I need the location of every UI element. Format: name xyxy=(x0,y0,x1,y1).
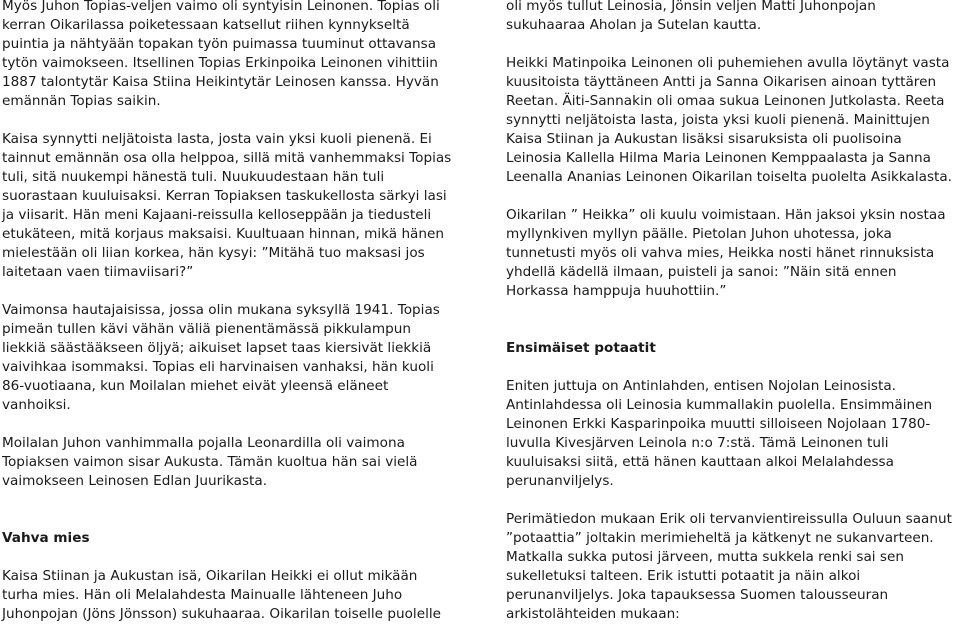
right-paragraph-1: oli myös tullut Leinosia, Jönsin veljen Matti Juhonpojan sukuhaaraa Aholan ja Sutelan kautta. xyxy=(506,0,876,33)
left-column xyxy=(2,0,454,643)
section-spacer xyxy=(506,320,958,339)
left-paragraph-1: Myös Juhon Topias-veljen vaimo oli syntyisin Leinonen. Topias oli kerran Oikarilassa poiketessaan katsellut riihen kynnykseltä puintia ja nähtyään topakan työn puimassa tuuminut ottavansa tytön vaimokseen. Itsellinen Topias Erkinpoika Leinonen vihittiin 1887 talontytär Kaisa Stiina Heikintytär Leinosen kanssa. Hyvän emännän Topias saikin. xyxy=(2,0,440,109)
section-heading-ensimaiset-potaatit: Ensimäiset potaatit xyxy=(506,340,656,356)
right-paragraph-4: Eniten juttuja on Antinlahden, entisen Nojolan Leinosista. Antinlahdessa oli Leinosia kummallakin puolella. Ensimmäinen Leinonen Erkki Kasparinpoika muutti silloiseen Nojolaan 1780-luvulla Kivesjärven Leinola n:o 7:stä. Tämä Leinonen tuli kuuluisaksi siitä, että hänen kauttaan alkoi Melalahdessa perunanviljelys. xyxy=(506,378,933,489)
right-column xyxy=(506,0,958,643)
left-paragraph-2: Kaisa synnytti neljätoista lasta, josta vain yksi kuoli pienenä. Ei tainnut emännän osa olla helppoa, sillä mitä vanhemmaksi Topias tuli, sitä nuukempi hänestä tuli. Nuukuudestaan hän tuli suorastaan kuuluisaksi. Kerran Topiaksen taskukellosta särkyi lasi ja viisarit. Hän meni Kajaani-reissulla kelloseppään ja tiedusteli etukäteen, mitä korjaus maksaisi. Kuultuaan hinnan, mikä hänen mielestään oli liian korkea, hän kysyi: ”Mitähä tuo maksasi jos laitetaan vaen tiimaviisari?” xyxy=(2,131,452,280)
section-heading-vahva-mies: Vahva mies xyxy=(2,530,90,546)
left-paragraph-5: Kaisa Stiinan ja Aukustan isä, Oikarilan Heikki ei ollut mikään turha mies. Hän oli Melalahdesta Mainualle lähteneen Juho Juhonpojan (Jöns Jönsson) sukuhaaraa. Oikarilan toiselle puolelle xyxy=(2,568,441,622)
right-paragraph-2: Heikki Matinpoika Leinonen oli puhemiehen avulla löytänyt vasta kuusitoista täyttäneen Antti ja Sanna Oikarisen ainoan tyttären Reetan. Äiti-Sannakin oli omaa sukua Leinonen Jutkolasta. Reeta synnytti neljätoista lasta, joista yksi kuoli pienenä. Mainittujen Kaisa Stiinan ja Aukustan lisäksi sisaruksista oli puolisoina Leinosia Kallella Hilma Maria Leinonen Kemppaalasta ja Sanna Leenalla Ananias Leinonen Oikarilan toiselta puolelta Asikkalasta. xyxy=(506,55,953,185)
section-spacer xyxy=(2,510,454,529)
right-paragraph-5: Perimätiedon mukaan Erik oli tervanvientireissulla Ouluun saanut ”potaattia” joltakin merimieheltä ja kätkenyt ne sukanvarteen. Matkalla sukka putosi järveen, mutta sukkela renki sai sen sukelletuksi talteen. Erik istutti potaatit ja näin alkoi perunanviljelys. Joka tapauksessa Suomen talousseuran arkistolähteiden mukaan: xyxy=(506,511,952,622)
left-paragraph-3: Vaimonsa hautajaisissa, jossa olin mukana syksyllä 1941. Topias pimeän tullen kävi vähän väliä pienentämässä pikkulampun liekkiä säästääkseen öljyä; aikuiset lapset taas kiersivät liekkiä vaivihkaa isommaksi. Topias eli harvinaisen vanhaksi, hän kuoli 86-vuotiaana, kun Moilalan miehet eivät yleensä eläneet vanhoiksi. xyxy=(2,302,440,413)
left-paragraph-4: Moilalan Juhon vanhimmalla pojalla Leonardilla oli vaimona Topiaksen vaimon sisar Aukusta. Tämän kuoltua hän sai vielä vaimokseen Leinosen Edlan Juurikasta. xyxy=(2,435,418,489)
right-paragraph-3: Oikarilan ” Heikka” oli kuulu voimistaan. Hän jaksoi yksin nostaa myllynkiven myllyn päälle. Pietolan Juhon uhotessa, joka tunnetusti myös oli vahva mies, Heikka nosti hänet rinnuksista yhdellä kädellä ilmaan, puisteli ja sanoi: ”Näin sitä ennen Horkassa hamppuja huuhottiin.” xyxy=(506,207,946,299)
